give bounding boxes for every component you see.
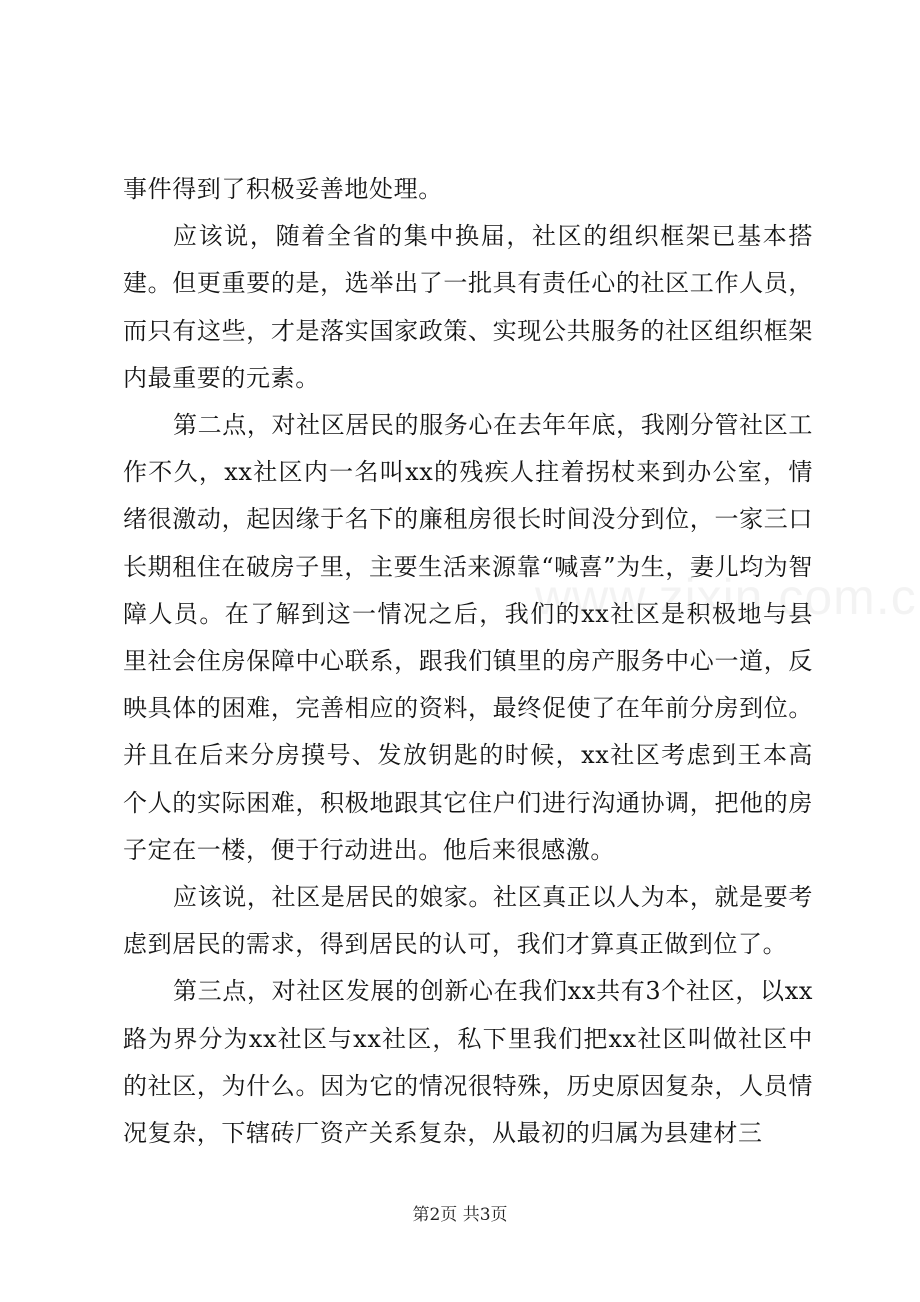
page-number-label: 第2页 共3页 xyxy=(412,1205,508,1225)
paragraph: 事件得到了积极妥善地处理。 xyxy=(123,175,443,203)
paragraph: 第二点，对社区居民的服务心在去年年底，我刚分管社区工作不久，xx社区内一名叫xx的残疾人拄着拐杖来到办公室，情绪很激动，起因缘于名下的廉租房很长时间没分到位，一家三口长期租住在破房子里，主要生活来源靠“喊喜”为生，妻儿均为智障人员。在了解到这一情况之后，我们的xx社区是积极地与县里社会住房保障中心联系，跟我们镇里的房产服务中心一道，反映具体的困难，完善相应的资料，最终促使了在年前分房到位。并且在后来分房摸号、发放钥匙的时候，xx社区考虑到王本高个人的实际困难，积极地跟其它住户们进行沟通协调，把他的房子定在一楼，便于行动进出。他后来很感激。 xyxy=(123,411,813,864)
page-footer xyxy=(0,1200,920,1225)
paragraph: 应该说，社区是居民的娘家。社区真正以人为本，就是要考虑到居民的需求，得到居民的认可，我们才算真正做到位了。 xyxy=(123,883,813,959)
document-body xyxy=(123,166,813,1157)
paragraph: 应该说，随着全省的集中换届，社区的组织框架已基本搭建。但更重要的是，选举出了一批具有责任心的社区工作人员，而只有这些，才是落实国家政策、实现公共服务的社区组织框架内最重要的元素。 xyxy=(123,222,813,392)
paragraph: 第三点，对社区发展的创新心在我们xx共有3个社区，以xx路为界分为xx社区与xx社区，私下里我们把xx社区叫做社区中的社区，为什么。因为它的情况很特殊，历史原因复杂，人员情况复杂，下辖砖厂资产关系复杂，从最初的归属为县建材三 xyxy=(123,977,813,1148)
